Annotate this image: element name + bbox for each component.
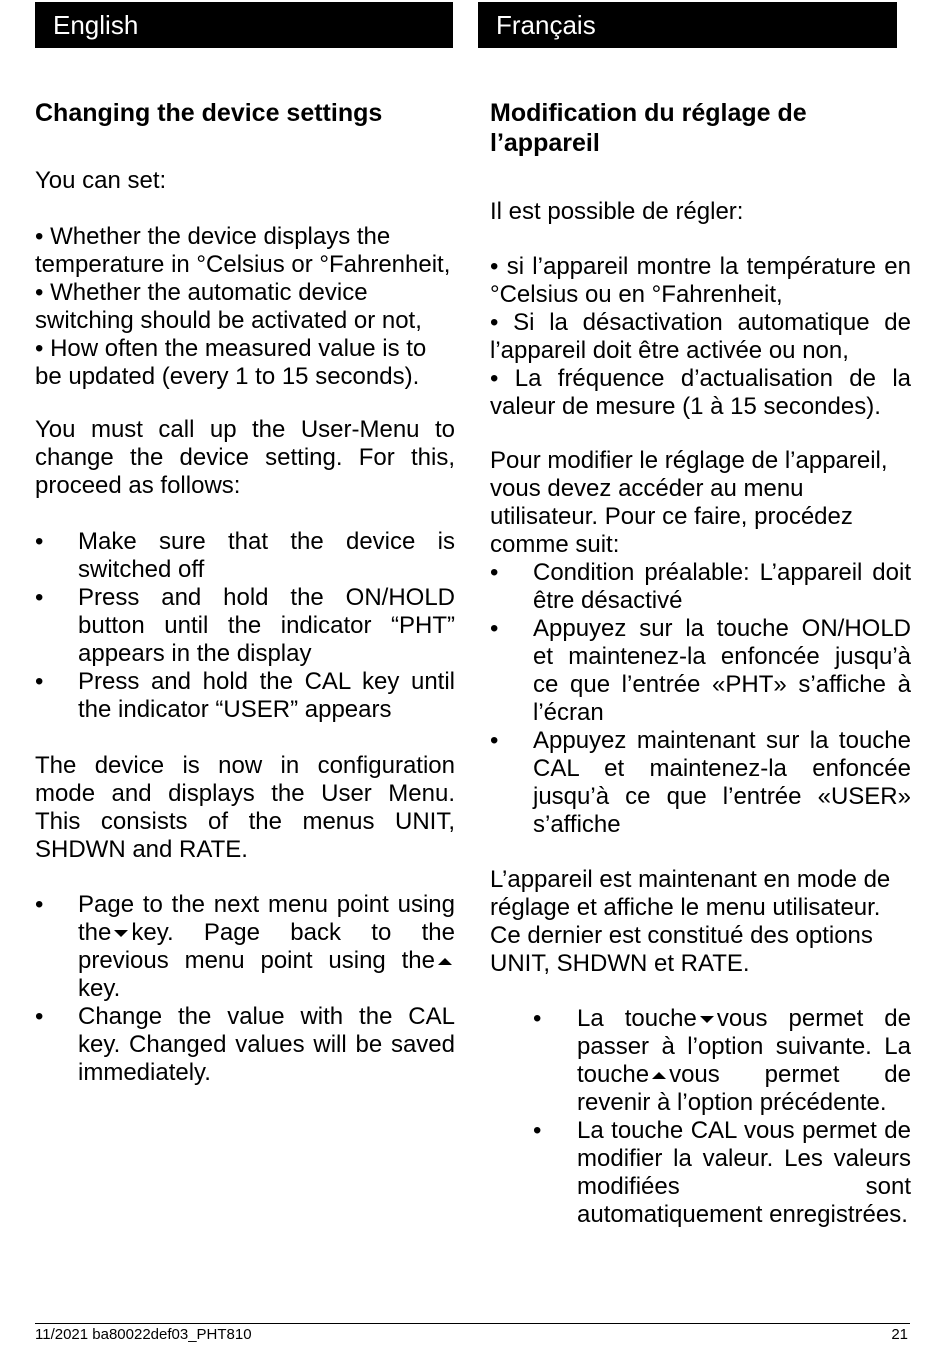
nav-list-fr bbox=[533, 1005, 911, 1229]
list-item bbox=[35, 584, 455, 668]
step-text: Appuyez maintenant sur la touche CAL et maintenez-la enfoncée jusqu’à ce que l’entrée «USER» s’affiche bbox=[533, 727, 911, 838]
setting-item: • La fréquence d’actualisation de la valeur de mesure (1 à 15 secondes). bbox=[490, 365, 911, 420]
list-item bbox=[35, 668, 455, 724]
bullet-icon: • bbox=[490, 615, 499, 642]
step-text: Press and hold the ON/HOLD button until the indicator “PHT” appears in the display bbox=[78, 584, 455, 667]
setting-item: • Whether the automatic device switching should be activated or not, bbox=[35, 279, 422, 334]
list-item bbox=[490, 615, 911, 727]
setting-item: • How often the measured value is to be updated (every 1 to 15 seconds). bbox=[35, 335, 427, 390]
usermenu-paragraph-en: You must call up the User-Menu to change the device setting. For this, proceed as follows: bbox=[35, 416, 455, 499]
section-title-en: Changing the device settings bbox=[35, 99, 383, 127]
step-text: Appuyez sur la touche ON/HOLD et maintenez-la enfoncée jusqu’à ce que l’entrée «PHT» s’affiche à l’écran bbox=[533, 615, 911, 726]
nav-text: key. Page back to the previous menu point using the bbox=[78, 919, 455, 974]
bullet-icon: • bbox=[35, 584, 44, 611]
down-arrow-icon bbox=[114, 930, 128, 937]
list-item bbox=[490, 727, 911, 839]
bullet-icon: • bbox=[490, 559, 499, 586]
language-bar-french: Français bbox=[478, 2, 897, 48]
steps-list-fr bbox=[490, 559, 911, 839]
language-bar-english: English bbox=[35, 2, 453, 48]
usermenu-paragraph-fr: Pour modifier le réglage de l’appareil, vous devez accéder au menu utilisateur. Pour ce faire, procédez comme suit: bbox=[490, 447, 888, 558]
bullet-icon: • bbox=[35, 528, 44, 555]
nav-text: La touche CAL vous permet de modifier la valeur. Les valeurs modifiées sont automatiquement enregistrées. bbox=[577, 1117, 911, 1228]
intro-text-en: You can set: bbox=[35, 167, 167, 194]
nav-text: La touche bbox=[577, 1005, 697, 1032]
nav-text: key. bbox=[78, 975, 121, 1002]
nav-text: Page to the next menu point using the bbox=[78, 891, 455, 946]
bullet-icon: • bbox=[533, 1117, 542, 1144]
steps-list-en bbox=[35, 528, 455, 724]
page-number: 21 bbox=[891, 1326, 908, 1343]
up-arrow-icon bbox=[652, 1072, 666, 1079]
list-item bbox=[533, 1117, 911, 1229]
bullet-icon: • bbox=[35, 668, 44, 695]
step-text: Press and hold the CAL key until the indicator “USER” appears bbox=[78, 668, 455, 723]
bullet-icon: • bbox=[490, 727, 499, 754]
list-item bbox=[35, 1003, 455, 1087]
settings-list-fr bbox=[490, 253, 911, 421]
bullet-icon: • bbox=[533, 1005, 542, 1032]
setting-item: • Si la désactivation automatique de l’appareil doit être activée ou non, bbox=[490, 309, 911, 364]
settings-list-en bbox=[35, 223, 455, 391]
list-item bbox=[533, 1005, 911, 1117]
down-arrow-icon bbox=[700, 1016, 714, 1023]
nav-text: vous permet de revenir à l’option précédente. bbox=[577, 1061, 911, 1116]
bullet-icon: • bbox=[35, 1003, 44, 1030]
step-text: Make sure that the device is switched off bbox=[78, 528, 455, 583]
bullet-icon: • bbox=[35, 891, 44, 918]
config-paragraph-fr: L’appareil est maintenant en mode de réglage et affiche le menu utilisateur. Ce dernier est constitué des options UNIT, SHDWN et RATE. bbox=[490, 866, 891, 977]
list-item bbox=[35, 891, 455, 1003]
setting-item: • Whether the device displays the temperature in °Celsius or °Fahrenheit, bbox=[35, 223, 451, 278]
footer-divider bbox=[35, 1323, 910, 1324]
list-item bbox=[490, 559, 911, 615]
nav-text: Change the value with the CAL key. Changed values will be saved immediately. bbox=[78, 1003, 455, 1086]
up-arrow-icon bbox=[438, 958, 452, 965]
section-title-fr: Modification du réglage de l’appareil bbox=[490, 99, 807, 157]
step-text: Condition préalable: L’appareil doit être désactivé bbox=[533, 559, 911, 614]
intro-text-fr: Il est possible de régler: bbox=[490, 198, 744, 225]
nav-text: vous permet de passer à l’option suivante. La touche bbox=[577, 1005, 912, 1088]
setting-item: • si l’appareil montre la température en °Celsius ou en °Fahrenheit, bbox=[490, 253, 911, 308]
list-item bbox=[35, 528, 455, 584]
config-paragraph-en: The device is now in configuration mode and displays the User Menu. This consists of the menus UNIT, SHDWN and RATE. bbox=[35, 752, 455, 863]
footer-doc-id: 11/2021 ba80022def03_PHT810 bbox=[35, 1326, 252, 1343]
nav-list-en bbox=[35, 891, 455, 1087]
